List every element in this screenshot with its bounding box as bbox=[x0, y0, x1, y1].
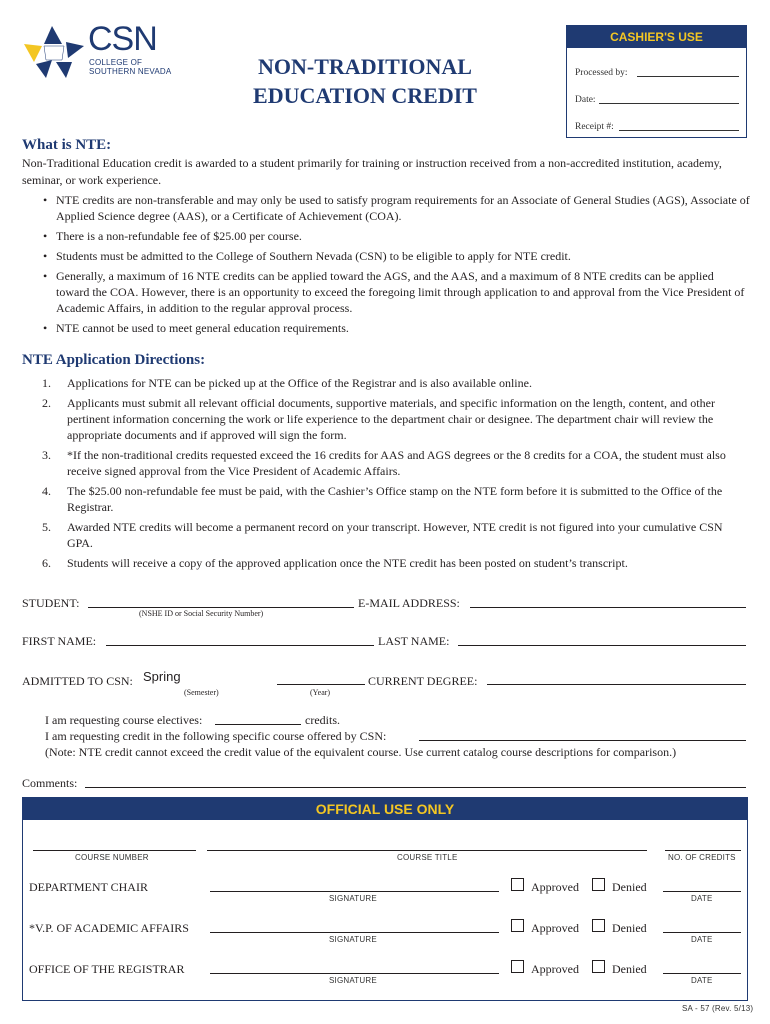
list-item-text: Students will receive a copy of the approved application once the NTE credit has been posted on student’s transcript. bbox=[67, 556, 628, 570]
course-title-label: COURSE TITLE bbox=[397, 853, 458, 862]
list-item-number: 6. bbox=[42, 556, 51, 570]
approved-label: Approved bbox=[531, 880, 579, 894]
what-is-nte-heading: What is NTE: bbox=[22, 137, 112, 153]
list-item bbox=[22, 375, 750, 391]
email-label: E-MAIL ADDRESS: bbox=[358, 596, 460, 610]
list-item-number: 2. bbox=[42, 396, 51, 410]
what-is-nte-intro: Non-Traditional Education credit is awarded to a student primarily for training or instruction received from a non-accredited institution, academy, seminar, or work experience. bbox=[22, 156, 722, 187]
student-id-hint: (NSHE ID or Social Security Number) bbox=[139, 609, 264, 618]
signature-label: SIGNATURE bbox=[329, 894, 377, 903]
list-item-number: 1. bbox=[42, 376, 51, 390]
registrar-label: OFFICE OF THE REGISTRAR bbox=[29, 962, 185, 976]
year-field[interactable] bbox=[277, 684, 365, 685]
student-label: STUDENT: bbox=[22, 596, 80, 610]
list-item: • Generally, a maximum of 16 NTE credits can be applied toward the AGS, and the AAS, and a maximum of 8 NTE credits can be applied toward the COA. However, there is an opportunity to exceed the foregoing limit through application to and approval from the Vice President of Academic Affairs, in addition to the regular approval process. bbox=[22, 268, 750, 316]
cashier-date-field[interactable] bbox=[599, 103, 739, 104]
list-item: • NTE credits are non-transferable and may only be used to satisfy program requirements for an Associate of General Studies (AGS), Associate of Applied Science degree (AAS), or a Certificate of Achievement (COA). bbox=[22, 192, 750, 224]
date-label: DATE bbox=[691, 894, 713, 903]
vp-approved-checkbox[interactable] bbox=[511, 919, 524, 932]
credit-note: (Note: NTE credit cannot exceed the credit value of the equivalent course. Use current catalog course descriptions for comparison.) bbox=[45, 745, 677, 759]
department-chair-date-field[interactable] bbox=[663, 891, 741, 892]
denied-label: Denied bbox=[612, 921, 647, 935]
first-name-label: FIRST NAME: bbox=[22, 634, 97, 648]
page-title-line2: EDUCATION CREDIT bbox=[253, 83, 477, 108]
list-item: • NTE cannot be used to meet general education requirements. bbox=[22, 320, 750, 336]
approved-label: Approved bbox=[531, 921, 579, 935]
electives-credits-label: credits. bbox=[305, 713, 340, 727]
admitted-label: ADMITTED TO CSN: bbox=[22, 674, 133, 688]
cashiers-use-header: CASHIER'S USE bbox=[567, 26, 746, 48]
last-name-field[interactable] bbox=[458, 645, 746, 646]
registrar-approved-checkbox[interactable] bbox=[511, 960, 524, 973]
denied-label: Denied bbox=[612, 962, 647, 976]
last-name-label: LAST NAME: bbox=[378, 634, 450, 648]
approved-label: Approved bbox=[531, 962, 579, 976]
department-chair-signature-field[interactable] bbox=[210, 891, 499, 892]
list-item-text: *If the non-traditional credits requested exceed the 16 credits for AAS and AGS degrees or the 8 credits for a COA, the student must also receive signed approval from the Vice President of Academic Affairs. bbox=[67, 448, 726, 478]
receipt-label: Receipt #: bbox=[575, 122, 614, 132]
cashier-date-label: Date: bbox=[575, 95, 596, 105]
list-item-number: 4. bbox=[42, 484, 51, 498]
official-use-header: OFFICIAL USE ONLY bbox=[23, 798, 747, 820]
specific-course-field[interactable] bbox=[419, 740, 746, 741]
list-item bbox=[22, 555, 750, 571]
list-item-number: 3. bbox=[42, 448, 51, 462]
directions-heading: NTE Application Directions: bbox=[22, 352, 206, 368]
vp-date-field[interactable] bbox=[663, 932, 741, 933]
list-item bbox=[22, 519, 750, 551]
registrar-date-field[interactable] bbox=[663, 973, 741, 974]
department-chair-label: DEPARTMENT CHAIR bbox=[29, 880, 148, 894]
directions-list bbox=[22, 375, 750, 575]
page-title bbox=[230, 52, 500, 110]
registrar-denied-checkbox[interactable] bbox=[592, 960, 605, 973]
date-label: DATE bbox=[691, 976, 713, 985]
list-item-text: Awarded NTE credits will become a permanent record on your transcript. However, NTE credit is not figured into your cumulative CSN GPA. bbox=[67, 520, 723, 550]
current-degree-label: CURRENT DEGREE: bbox=[368, 674, 478, 688]
processed-by-field[interactable] bbox=[637, 76, 739, 77]
page-title-line1: NON-TRADITIONAL bbox=[258, 54, 472, 79]
date-label: DATE bbox=[691, 935, 713, 944]
electives-label: I am requesting course electives: bbox=[45, 713, 203, 727]
registrar-signature-field[interactable] bbox=[210, 973, 499, 974]
form-id: SA - 57 (Rev. 5/13) bbox=[682, 1004, 754, 1013]
cashiers-use-box bbox=[566, 25, 747, 138]
list-item: • There is a non-refundable fee of $25.00 per course. bbox=[22, 228, 750, 244]
current-degree-field[interactable] bbox=[487, 684, 746, 685]
list-item-text: The $25.00 non-refundable fee must be paid, with the Cashier’s Office stamp on the NTE form before it is submitted to the Office of the Registrar. bbox=[67, 484, 723, 514]
comments-label: Comments: bbox=[22, 776, 78, 790]
department-chair-denied-checkbox[interactable] bbox=[592, 878, 605, 891]
num-credits-label: NO. OF CREDITS bbox=[668, 853, 736, 862]
course-number-field[interactable] bbox=[33, 850, 196, 851]
vp-academic-affairs-label: *V.P. OF ACADEMIC AFFAIRS bbox=[29, 921, 189, 935]
course-number-label: COURSE NUMBER bbox=[75, 853, 149, 862]
vp-denied-checkbox[interactable] bbox=[592, 919, 605, 932]
email-field[interactable] bbox=[470, 607, 746, 608]
course-title-field[interactable] bbox=[207, 850, 647, 851]
student-id-field[interactable] bbox=[88, 607, 354, 608]
signature-label: SIGNATURE bbox=[329, 976, 377, 985]
specific-course-label: I am requesting credit in the following specific course offered by CSN: bbox=[45, 729, 387, 743]
vp-signature-field[interactable] bbox=[210, 932, 499, 933]
logo-subtitle-line2: SOUTHERN NEVADA bbox=[89, 67, 172, 76]
logo-wordmark: CSN bbox=[88, 20, 157, 58]
signature-label: SIGNATURE bbox=[329, 935, 377, 944]
list-item-text: Applicants must submit all relevant official documents, supportive materials, and specific information on the length, content, and other pertinent information concerning the work or life experience to the department chair or designee. The department chair will review the appropriate documents and if approved will sign the form. bbox=[67, 396, 715, 442]
num-credits-field[interactable] bbox=[665, 850, 741, 851]
comments-field[interactable] bbox=[85, 787, 746, 788]
logo-subtitle-line1: COLLEGE OF bbox=[89, 58, 143, 67]
list-item bbox=[22, 447, 750, 479]
official-use-box bbox=[22, 797, 748, 1001]
year-hint: (Year) bbox=[310, 688, 331, 697]
csn-star-logo-icon bbox=[22, 24, 86, 80]
list-item bbox=[22, 483, 750, 515]
nte-rules-list bbox=[22, 192, 750, 340]
receipt-field[interactable] bbox=[619, 130, 739, 131]
electives-credits-field[interactable] bbox=[215, 724, 301, 725]
semester-hint: (Semester) bbox=[184, 688, 219, 697]
semester-field[interactable]: Spring bbox=[143, 669, 181, 684]
department-chair-approved-checkbox[interactable] bbox=[511, 878, 524, 891]
list-item: • Students must be admitted to the College of Southern Nevada (CSN) to be eligible to apply for NTE credit. bbox=[22, 248, 750, 264]
first-name-field[interactable] bbox=[106, 645, 374, 646]
processed-by-label: Processed by: bbox=[575, 68, 628, 78]
list-item bbox=[22, 395, 750, 443]
denied-label: Denied bbox=[612, 880, 647, 894]
list-item-text: Applications for NTE can be picked up at the Office of the Registrar and is also available online. bbox=[67, 376, 532, 390]
list-item-number: 5. bbox=[42, 520, 51, 534]
